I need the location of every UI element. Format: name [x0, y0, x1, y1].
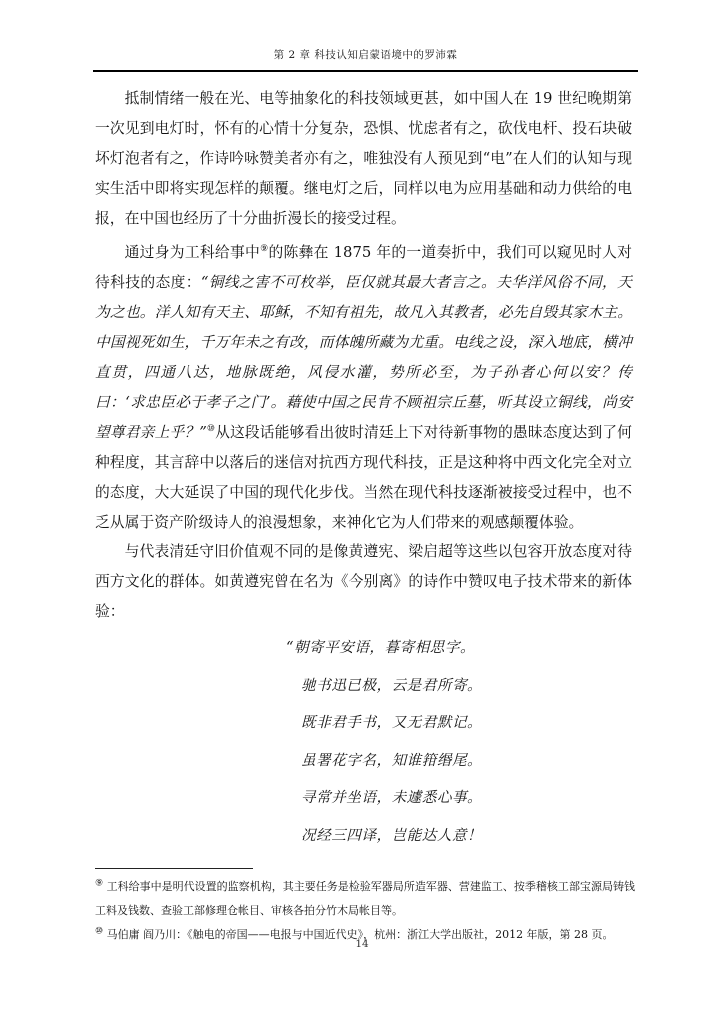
poem-line: 虽署花字名，知谁箝缗尾。 [301, 751, 483, 769]
body-text: 的陈彝在 1875 年的一道奏折中，我们可以窥见时人对待科技的态度： [95, 244, 632, 291]
page-number: 14 [355, 938, 369, 950]
body-text: 抵制情绪一般在光、电等抽象化的科技领域更甚，如中国人在 19 世纪晚期第一次见到电灯时，怀有的心情十分复杂，恐惧、忧虑者有之，砍伐电杆、投石块破坏灯泡者有之，作诗吟咏赞美者亦有之，唯独没有人预见到“电”在人们的认知与现实生活中即将实现怎样的颠覆。继电灯之后，同样以电为应用基础和动力供给的电报，在中国也经历了十分曲折漫长的接受过程。 [95, 90, 632, 227]
body-text: 与代表清廷守旧价值观不同的是像黄遵宪、梁启超等这些以包容开放态度对待西方文化的群体。如黄遵宪曾在名为《今别离》的诗作中赞叹电子技术带来的新体验： [95, 543, 632, 620]
body-text: 通过身为工科给事中 [124, 244, 261, 261]
body-text: 从这段话能够看出彼时清廷上下对待新事物的愚昧态度达到了何种程度，其言辞中以落后的迷信对抗西方现代科技，正是这种将中西文化完全对立的态度，大大延误了中国的现代化步伐。当然在现代科技逐渐被接受过程中，也不乏从属于资产阶级诗人的浪漫想象，来神化它为人们带来的观感颠覆体验。 [95, 424, 632, 531]
footnote-list [95, 875, 635, 947]
quoted-text: “铜线之害不可枚举，臣仅就其最大者言之。夫华洋风俗不同，天为之也。洋人知有天主、耶稣，不知有祖先，故凡入其教者，必先自毁其家木主。中国视死如生，千万年未之有改，而体魄所藏为尤重。电线之设，深入地底，横冲直贯，四通八达，地脉既绝，风侵水灌，势所必至，为子孙者心何以安？传曰：‘求忠臣必于孝子之门’。藉使中国之民肯不顾祖宗丘墓，听其设立铜线，尚安望尊君亲上乎？” [95, 274, 632, 441]
poem-line: “朝寄平安语，暮寄相思字。 [286, 639, 476, 656]
poem-line: 既非君手书，又无君默记。 [301, 714, 483, 731]
poem-line: 寻常并坐语，未遽悉心事。 [301, 789, 483, 806]
poem-line: 况经三四译，岂能达人意！ [301, 826, 483, 844]
footnote-marker: ⑩ [95, 926, 104, 937]
paragraph [95, 238, 632, 538]
footnote: ⑨ 工科给事中是明代设置的监察机构，其主要任务是检验军器局所造军器、营建监工、按季稽核工部宝源局铸钱工料及钱数、查验工部修理仓帐目、审核各拍分竹木局帐目等。 [95, 878, 635, 917]
footnote-area [95, 868, 635, 947]
running-header: 第 2 章 科技认知启蒙语境中的罗沛霖 [93, 0, 638, 72]
footnote-marker: ⑨ [95, 878, 104, 889]
paragraph [95, 537, 632, 627]
paragraph [95, 84, 632, 234]
footnote-ref: ⑨ [260, 244, 269, 255]
footnote-separator [95, 868, 253, 869]
poem-line: 驰书迅已极，云是君所寄。 [301, 676, 483, 694]
poem [286, 629, 483, 854]
footnote: ⑩ 马伯庸 阎乃川：《触电的帝国——电报与中国近代史》，杭州：浙江大学出版社，2012 年版，第 28 页。 [95, 926, 614, 941]
footnote-ref: ⑩ [206, 424, 216, 435]
